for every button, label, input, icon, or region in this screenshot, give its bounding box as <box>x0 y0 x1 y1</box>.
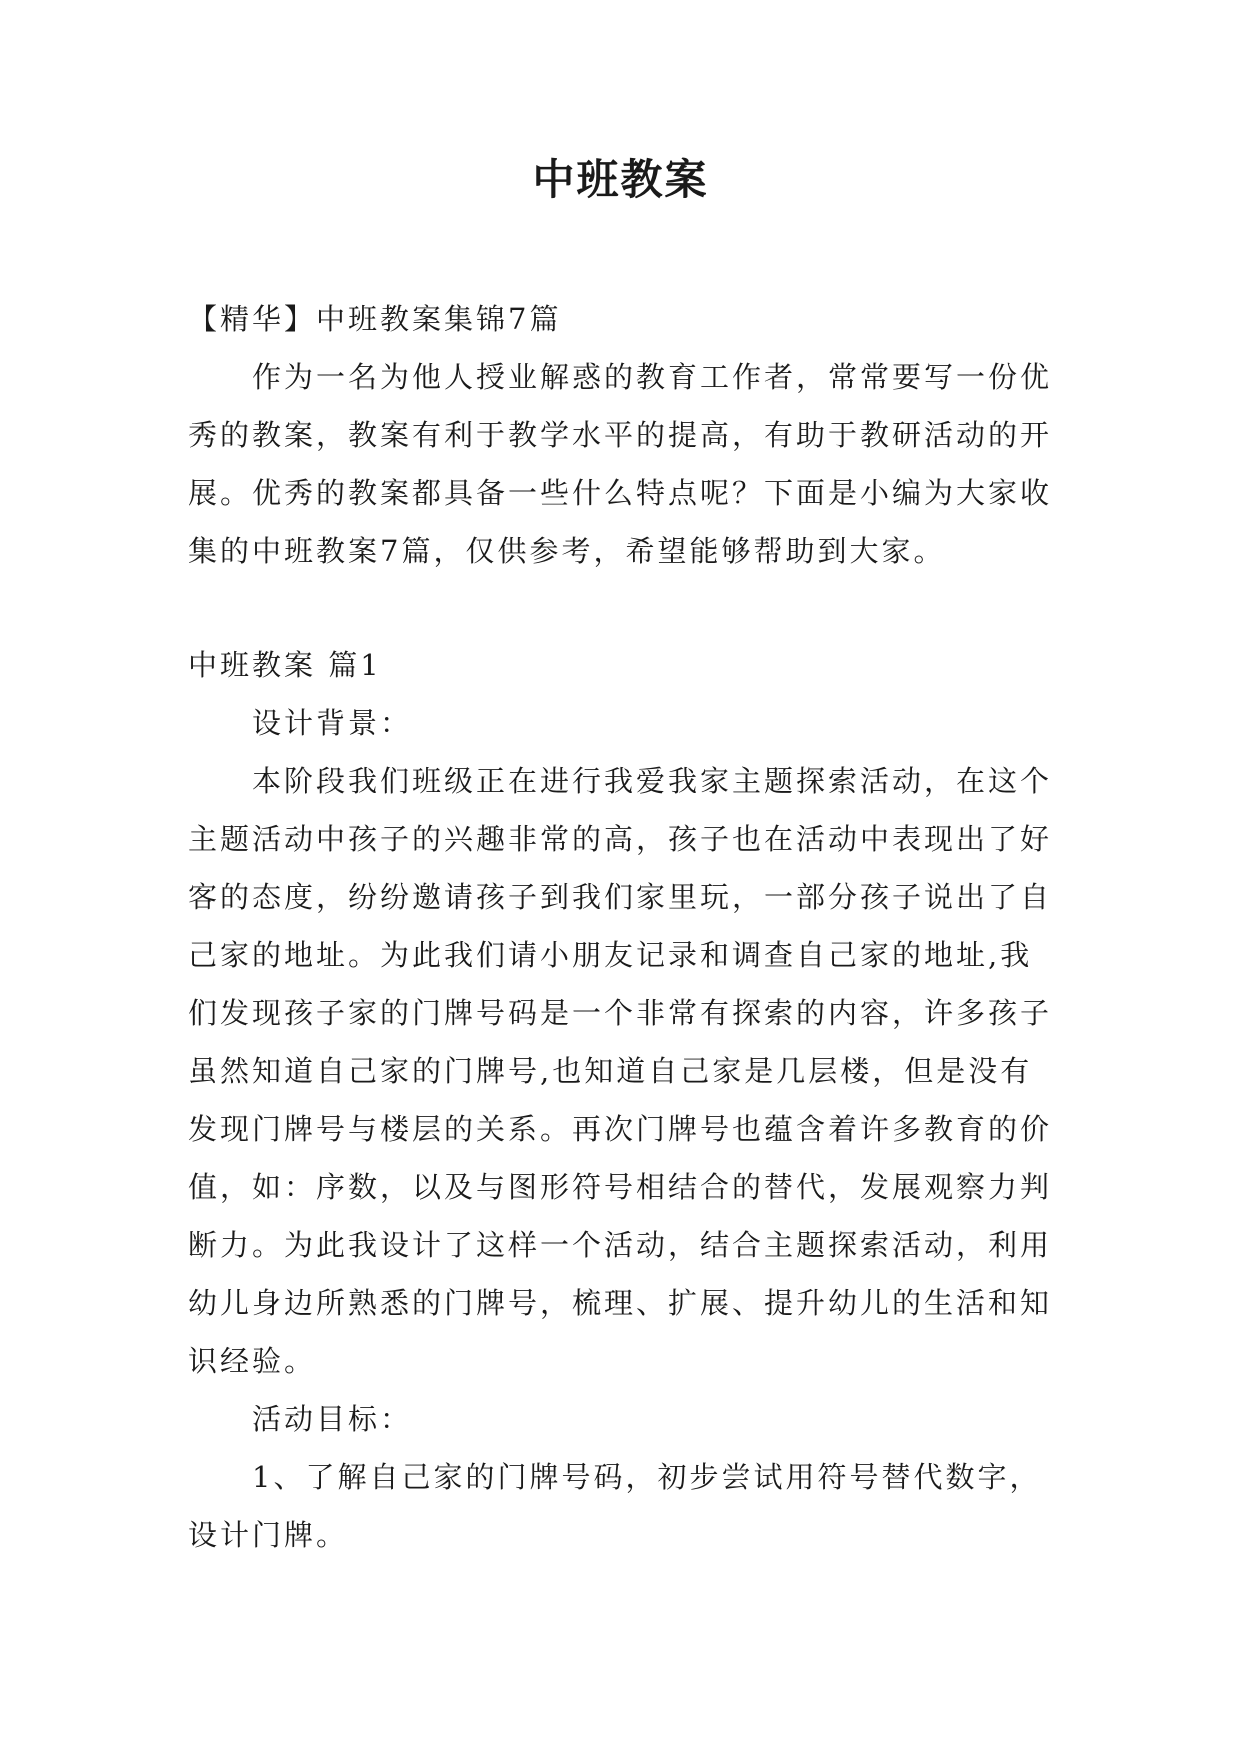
goals-label: 活动目标： <box>252 1402 413 1436</box>
document-title: 中班教案 <box>532 155 709 204</box>
goal-item: 1、了解自己家的门牌号码，初步尝试用符号替代数字，设计门牌。 <box>188 1460 1042 1552</box>
document-subtitle: 【精华】中班教案集锦7篇 <box>188 302 562 336</box>
background-paragraph: 本阶段我们班级正在进行我爱我家主题探索活动，在这个主题活动中孩子的兴趣非常的高，孩子也在活动中表现出了好客的态度，纷纷邀请孩子到我们家里玩，一部分孩子说出了自己家的地址。为此我们请小朋友记录和调查自己家的地址,我们发现孩子家的门牌号码是一个非常有探索的内容，许多孩子虽然知道自己家的门牌号,也知道自己家是几层楼，但是没有发现门牌号与楼层的关系。再次门牌号也蕴含着许多教育的价值，如：序数，以及与图形符号相结合的替代，发展观察力判断力。为此我设计了这样一个活动，结合主题探索活动，利用幼儿身边所熟悉的门牌号，梳理、扩展、提升幼儿的生活和知识经验。 <box>188 764 1053 1378</box>
section-gap <box>188 580 1052 636</box>
background-label: 设计背景： <box>252 706 413 740</box>
intro-paragraph: 作为一名为他人授业解惑的教育工作者，常常要写一份优秀的教案，教案有利于教学水平的提高，有助于教研活动的开展。优秀的教案都具备一些什么特点呢？下面是小编为大家收集的中班教案7篇，仅供参考，希望能够帮助到大家。 <box>188 360 1053 568</box>
section-heading: 中班教案 篇1 <box>188 648 382 682</box>
document-body <box>188 290 1052 1564</box>
